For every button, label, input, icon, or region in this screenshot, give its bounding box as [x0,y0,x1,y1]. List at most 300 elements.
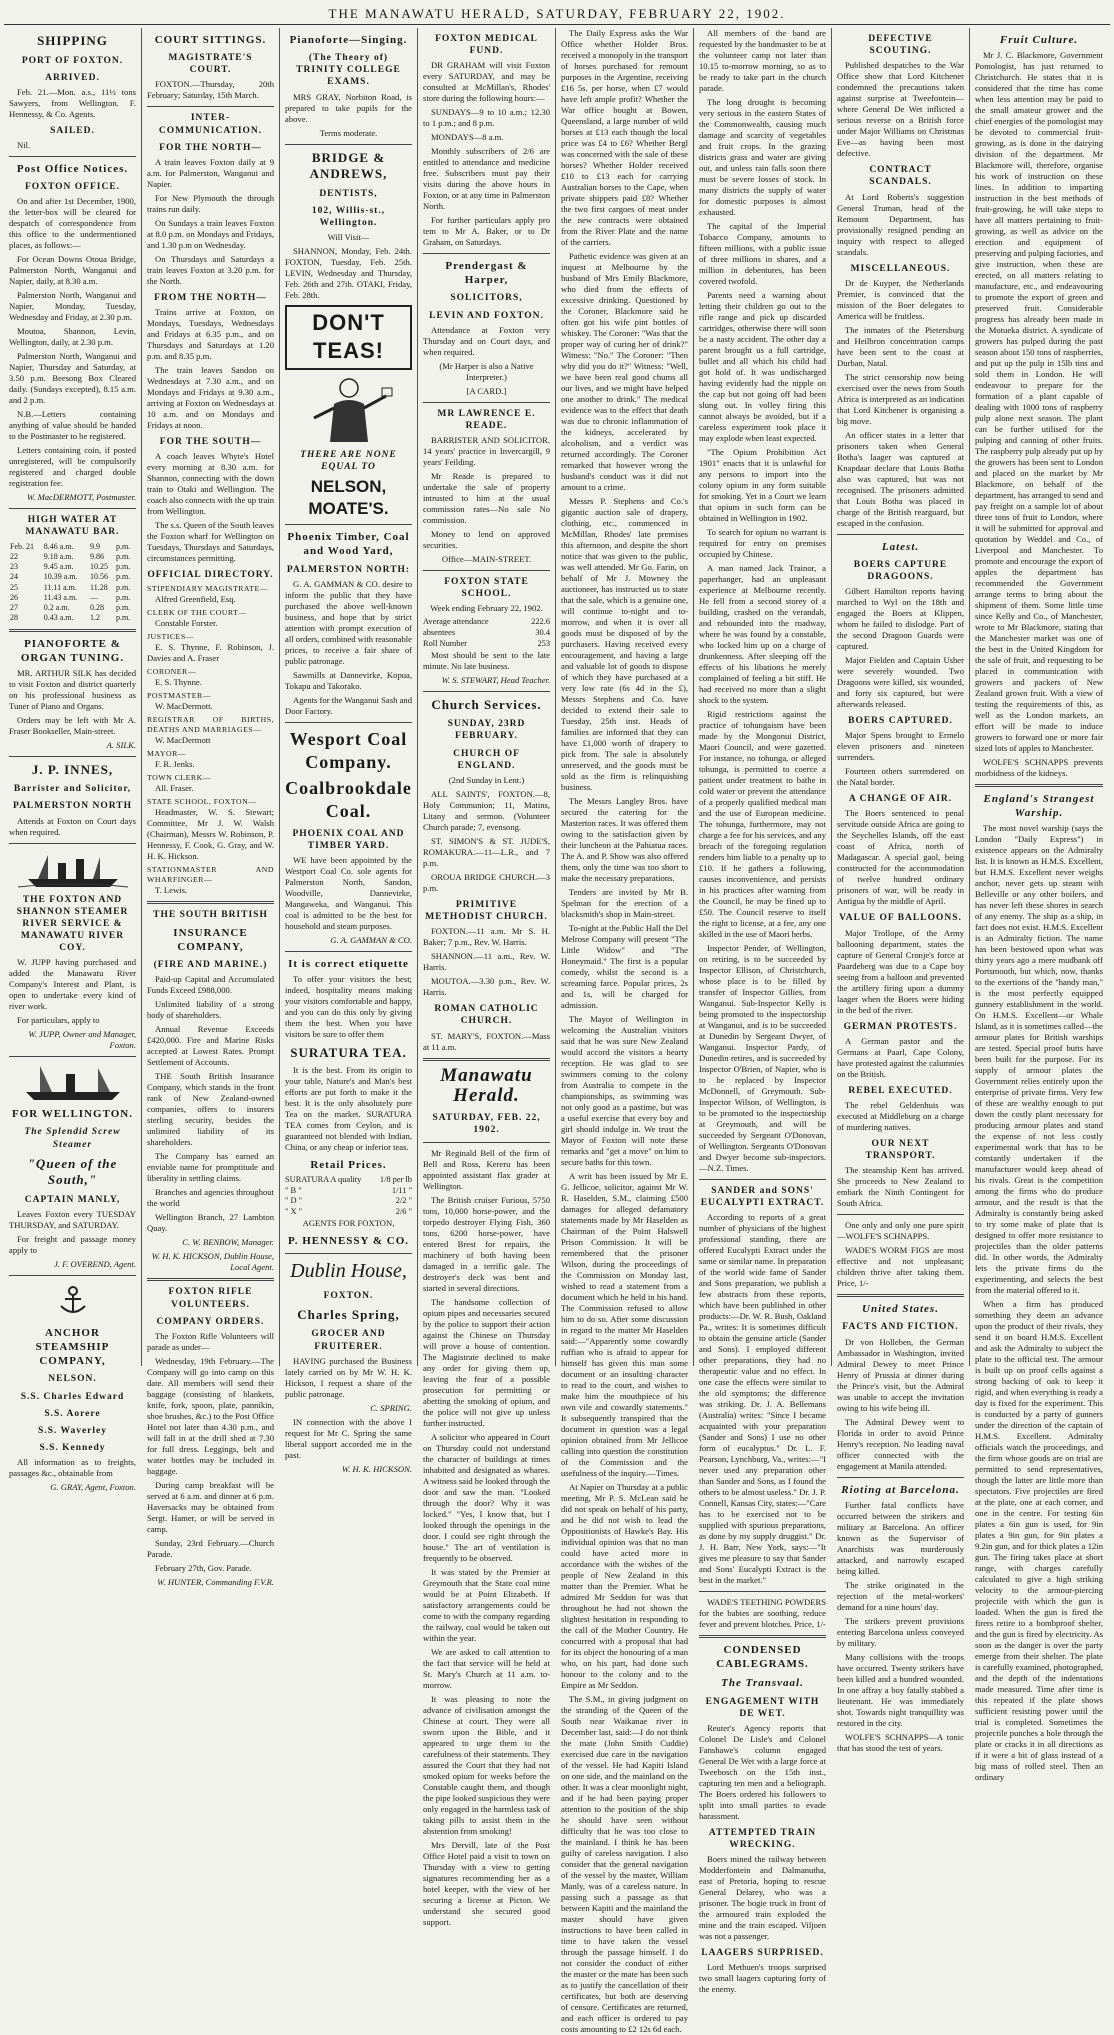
tide-row [9,552,136,562]
charles-spring-signature-2: W. H. K. HICKSON. [341,1463,412,1474]
strangest-warship-heading: England's Strangest Warship. [983,793,1095,820]
tide-cell: 10.39 a.m. [43,572,78,582]
piano-tuning-heading: PIANOFORTE & ORGAN TUNING. [20,637,125,664]
news-item: Mr Reginald Bell of the firm of Bell and Ross, Kereru has been appointed assistant flax grader at Wellington. [423,1147,550,1191]
sbi-sub: (FIRE AND MARINE.) [153,960,268,971]
transport-heading: OUR NEXT TRANSPORT. [865,1138,936,1162]
official-directory-heading: OFFICIAL DIRECTORY. [147,570,274,581]
directory-title: MAYOR— [147,749,187,759]
de-wet-text: Reuter's Agency reports that Colonel De Lisle's and Colonel Fanshawe's column engaged General De Wet with a large force at Tweebosch on the 15th inst., capturing ten men and a heliograph. The Boers ordered his followers to split into small parties to evade harassment. [699,1722,826,1821]
directory-value: T. Lewis. [155,884,188,895]
tide-cell: — [90,592,99,602]
news-item: The capital of the Imperial Tobacco Company, amounts to fifteen millions, with a public issue of three millions in shares, and a million in debentures, has been covered twofold. [699,221,826,286]
balloons-heading: VALUE OF BALLOONS. [839,913,962,924]
news-item: Pathetic evidence was given at an inquest at Melbourne by the husband of Mrs Emily Blackmore, who died from the effects of excessive drinking. Questioned by the Coroner, Blackmore said he often got his wife pint bottles of whiskey. The Coroner: "Was that the proper way of curing her of drink?" Witness: "No." The Coroner: "Then why did you do it?" Witness: "Well, we have been real good chums all our lives, and we might have helped one another to drink." The medical evidence was to the effect that death was due to chronic inflammation of the kidneys, accelerated by alcoholism, and a verdict was returned accordingly. The Coroner remarked that however wrong the husband's conduct was it did not amount to a crime. [561,251,688,492]
reade-text-3: Money to lend on approved securities. [423,529,550,551]
retail-row [285,1186,412,1197]
methodist-text: FOXTON.—11 a.m. Mr S. H. Baker; 7 p.m., Rev. W. Harris. [423,926,550,948]
facts-text: Dr von Holleben, the German Ambassador in Washington, invited Admiral Dewey to meet Prince Henry of Prussia at dinner during the Prince's visit, but the Admiral was unable to accept the invitation owing to his wife being ill. [837,1336,964,1413]
methodist-text-3: MOUTOA.—3.30 p.m., Rev. W. Harris. [423,976,550,998]
tide-row [9,562,136,572]
directory-title: TOWN CLERK— [147,773,212,783]
po-text-7: Letters containing coin, if posted unregistered, will be compulsorily registered and charged double registration fee. [9,445,136,489]
piano-tuning-text: MR. ARTHUR SILK has decided to visit Foxton and district quarterly on his professional business as Tuner of Piano and Organs. [9,667,136,711]
from-north-text-2: The train leaves Sandon on Wednesdays at 7.30 a.m., and on Mondays and Fridays at 9.30 a.m., arriving at Foxton on Wednesdays at 10 a.m. and on Mondays and Fridays at noon. [147,365,274,431]
anchor-text: All information as to freights, passages &c., obtainable from [9,1457,136,1479]
scouting-text: Published despatches to the War Office show that Lord Kitchener condemned the precautions taken against surprise at Tweefontein—where General De Wet inflicted a serious reverse on a British force under Major Williams on Christmas Eve—as having been most defective. [837,60,964,159]
facts-text-2: The Admiral Dewey went to Florida in order to avoid Prince Henry's reception. No leading naval officer connected with the engagement at Manila attended. [837,1416,964,1471]
retail-row [285,1196,412,1207]
tide-cell: Feb. 21 [10,541,34,551]
river-service-signature: W. JUPP, Owner and Manager, Foxton. [28,1029,136,1051]
dublin-house-place: FOXTON. [323,1290,374,1301]
piano-singing-sub: (The Theory of) TRINITY COLLEGE EXAMS. [296,53,401,88]
school-stat-row [423,617,550,628]
balloons-text: Major Trollope, of the Army ballooning department, states the capture of General Cronje's force at Paardeberg was due to a Cape boy seeing from a balloon and prevented the artillery firing upon a dummy laager when the Boers were hiding in the bed of the river. [837,927,964,1015]
boers-captured-text: Major Spens brought to Ermelo eleven prisoners and nineteen surrenders. [837,730,964,763]
reade-heading: MR LAWRENCE E. READE. [437,408,536,431]
wellington-heading: FOR WELLINGTON. [12,1108,133,1121]
anchor-heading: ANCHOR STEAMSHIP COMPANY, [35,1327,110,1368]
tide-cell: p.m. [115,613,131,623]
retail-row [285,1207,412,1218]
laagers-text: Lord Methuen's troops surprised two small laagers capturing forty of the enemy. [699,1962,826,1995]
retail-price: 2/6 " [395,1207,412,1217]
south-text-1: A coach leaves Whyte's Hotel every morning at 8.30 a.m. for Shannon, connecting with the down train to Otaki and Wellington. The coach also connects with the up train from Wellington. [147,451,274,517]
phoenix-heading: Phoenix Timber, Coal and Wood Yard, [287,531,410,558]
misc-text-1: Dr de Kuyper, the Netherlands Premier, is convinced that the mission of the Boer delegates to America will be fruitless. [837,277,964,321]
nelson-moate-brand: NELSON, MOATE'S. [308,476,389,518]
tide-cell: 0.2 a.m. [43,603,70,613]
school-stat-value: 253 [537,638,550,648]
retail-row [285,1175,412,1186]
united-states-heading: United States. [862,1303,939,1316]
tide-row [9,613,136,623]
misc-text-4: An officer states in a letter that prisoners taken when General Botha's laager was captured at Knapdaar declare that Louis Botha also was captured, but was not recognised. The prisoners admitted that Louis Botha was placed in charge of the British rearguard, but escaped in the confusion. [837,429,964,528]
scouting-heading: DEFECTIVE SCOUTING. [868,34,933,57]
arrived-heading: ARRIVED. [45,72,100,83]
tide-cell: 27 [10,603,18,613]
anchor-icon [18,1281,128,1321]
medical-fund-text-4: Monthly subscribers of 2/6 are entitled to attendance and medicine free. Subscribers must pay their visits during the above hours in Foxton, or at any time in Palmerston North. [423,146,550,212]
school-stat-label: Average attendance [423,617,489,627]
teas-sub: THERE ARE NONE EQUAL TO [300,449,397,472]
directory-title: CORONER— [147,667,197,677]
directory-value: W. MacDermott. [155,701,213,712]
po-signature: W. MacDERMOTT, Postmaster. [26,492,136,503]
state-school-week: Week ending February 22, 1902. [430,603,543,614]
sander-heading: SANDER and SONS' EUCALYPTI EXTRACT. [700,1186,825,1209]
directory-title: STATIONMASTER AND WHARFINGER— [147,865,274,884]
rifle-sub: COMPANY ORDERS. [156,1316,265,1327]
dragoons-heading: BOERS CAPTURE DRAGOONS. [853,559,948,583]
state-school-stats [423,617,550,649]
news-item: A solicitor who appeared in Court on Thursday could not understand the character of buildings at times inhabited and designated as whares. A witness said he looked through the door and saw the man. "Looked through the door? Why it was locked." "Yes, I know that, but I looked through the openings in the door. I could see right through the house." The art of ventilation is frequently to be observed. [423,1431,550,1563]
de-wet-heading: ENGAGEMENT WITH DE WET. [705,1696,820,1719]
church-text-3: OROUA BRIDGE CHURCH.—3 p.m. [423,871,550,893]
medical-fund-text-3: MONDAYS—8 a.m. [431,132,504,143]
directory-value: Alfred Greenfield, Esq. [155,594,236,605]
state-school-text: Most should be sent to the late minute. No late business. [423,649,550,671]
divider [9,1056,136,1057]
news-item: The British cruiser Furious, 5750 tons, 10,000 horse-power, and the torpedo destroyer Flying Fish, 360 tons, 6200 horse-power, have entered Brest for repairs, the machinery of both having been damaged in a terrific gale. The destroyer's deck was bent and started in several directions. [423,1194,550,1293]
tide-cell: 28 [10,613,18,623]
riot-text-3: The strikers prevent provisions entering Barcelona unless conveyed by military. [837,1615,964,1648]
sbi-signature-1: C. W. BENBOW, Manager. [182,1237,274,1248]
misc-text-2: The inmates of the Pietersburg and Heilbron concentration camps have been sent to the coast at Durban, Natal. [837,324,964,368]
church-services-heading: Church Services. [431,696,542,712]
man-with-cup-illustration [294,374,404,444]
piano-tuning-text-2: Orders may be left with Mr A. Fraser Bookseller, Main-street. [9,714,136,736]
sbi-text-7: Wellington Branch, 27 Lambton Quay. [147,1212,274,1234]
tide-cell: 9.18 a.m. [43,551,74,561]
divider [9,156,136,157]
column-7 [832,28,970,1753]
post-office-sub: FOXTON OFFICE. [24,182,121,193]
coal-signature: G. A. GAMMAN & CO. [330,935,412,946]
anchor-ship-2: S.S. Aorere [44,1408,101,1419]
tide-row [9,593,136,603]
river-service-text: W. JUPP having purchased and added the Manawatu River Company's Interest and Plant, is open to undertake every kind of river work. [9,957,136,1012]
condensed-cablegrams-heading: CONDENSED CABLEGRAMS. [716,1644,809,1671]
medical-fund-text-5: For further particulars apply pro tem to Mr A. Baker, or to Dr Graham, on Saturdays. [423,215,550,248]
directory-value: E. S. Thynne. [155,677,202,688]
news-item: A writ has been issued by Mr E. G. Jellicoe, solicitor, against Mr W. R. Haselden, S.M., claiming £500 damages for alleged defamatory statements made by Mr Haselden as Chairman of the Point Halswell Prison Commission. It will be remembered that the prisoner Wilson, during the proceedings of the Commission on Monday last, wished to read a statement from a document which he held in his hand. The Commission refused to allow him to do so. After some discussion in regard to the matter Mr Haselden said:—"Apparently some cowardly ruffian who is afraid to appear for himself has given this man some document or an insulting character to read to the court, and wishes to make him the mouthpiece of his own vile and cowardly statements." It subsequently transpired that the document in question was a legal opinion obtained from Mr Jellicoe calling into question the constitution of the Commission and the usefulness of the inquiry.—Times. [561,1171,688,1478]
river-service-text-2: For particulars, apply to [17,1015,100,1026]
tide-cell: 0.28 [90,603,105,613]
news-item: The Messrs Langley Bros. have secured the catering for the Masterton races. It was offered them owing to the satisfaction given by their luncheon at the Pahiatua races. The A. and P. Show was also offered them, only the time was too short to make the necessary preparations. [561,796,688,883]
miscellaneous-heading: MISCELLANEOUS. [850,263,951,274]
laagers-heading: LAAGERS SURPRISED. [701,1948,824,1959]
divider [285,524,412,525]
church-england-sub: (2nd Sunday in Lent.) [448,774,525,785]
divider [423,570,550,571]
tide-cell: p.m. [115,603,131,613]
paper-date: SATURDAY, FEB. 22, 1902. [432,1113,541,1136]
wellington-sub: The Splendid Screw Steamer [24,1127,121,1150]
divider [699,1179,826,1180]
for-south-heading: FOR THE SOUTH— [159,437,262,448]
directory-title: POSTMASTER— [147,691,211,701]
tide-cell: 11.28 [90,582,108,592]
wades-teething-ad: WADE'S TEETHING POWDERS for the babies are soothing, reduce fever and prevent blotches. Price, 1/- [699,1597,826,1630]
directory-title: STIPENDIARY MAGISTRATE— [147,584,269,594]
column-2 [142,28,280,1587]
tide-row [9,572,136,582]
po-text-3: Palmerston North, Wanganui and Napier, Monday, Tuesday, Wednesday and Friday, at 2.30 p.m. [9,290,136,323]
tide-cell: p.m. [115,551,131,561]
transport-text: The steamship Kent has arrived. She proceeds to New Zealand to embark the Ninth Contingent for South Africa. [837,1165,964,1209]
fruit-culture-heading: Fruit Culture. [999,34,1079,46]
medical-fund-text-1: DR GRAHAM will visit Foxton every SATURDAY, and may be consulted at McMillan's, Rhodes' store during the following hours:— [423,60,550,104]
divider [837,1477,964,1478]
sbi-heading: THE SOUTH BRITISH [153,909,268,920]
news-item: The Mayor of Wellington in welcoming the Australian visitors said that he was sure New Zealand would accord the visitors a hearty reception. He was glad to see swimmers coming to the colony from Australia to compete in the championships, as swimming was not only good as a pastime, but was a useful exercise that every boy and girl should indulge in. We trust the Mayor of Foxton will note these remarks and "get a move" on him to secure baths for this town. [561,1014,688,1167]
directory-value: All. Fraser. [155,783,194,794]
news-item: At Napier on Thursday at a public meeting, Mr P. S. McLean said he did not speak on behalf of his party, and he did not wish to lead the Oppositionists of Hawke's Bay. His individual opinion was that no man could have acted more in accordance with the wishes of the people of New Zealand in this matter than the Premier. What he admired Mr Seddon for was that throughout he had not shown the slightest hesitation in responding to the call of the Mother Country. He concurred with a proposal that had for its object the honouring of a man who, on his part, had done such honour to the colony and to the Empire as Mr Seddon. [561,1482,688,1690]
divider [9,629,136,632]
tide-cell: p.m. [115,541,131,551]
bridge-andrews-heading: BRIDGE & ANDREWS, [309,149,388,182]
sbi-text-1: Paid-up Capital and Accumulated Funds Exceed £988,000. [147,974,274,996]
tide-cell: 9.9 [90,541,101,551]
wellington-ship: "Queen of the South," [27,1155,118,1188]
divider [423,253,550,254]
north-text-1: A train leaves Foxton daily at 9 a.m. for Palmerston, Wanganui and Napier. [147,156,274,189]
phoenix-text-2: Sawmills at Dannevirke, Kopua, Tokapu and Takorako. [285,669,412,691]
official-directory [147,584,274,896]
divider [9,508,136,509]
shipping-heading: SHIPPING [37,33,108,48]
reade-text: BARRISTER AND SOLICITOR. 14 years' practice in Invercargill, 9 years' Feilding. [423,435,550,468]
court-heading: COURT SITTINGS. [154,34,267,46]
north-text-2: For New Plymouth the through trains run daily. [147,192,274,214]
school-stat-value: 222.6 [531,617,550,627]
boers-captured-heading: BOERS CAPTURED. [848,716,953,727]
column-1 [4,28,142,1493]
tide-cell: p.m. [115,572,131,582]
prendergast-heading: Prendergast & Harper, [445,260,528,287]
retail-price: 1/11 " [391,1185,412,1195]
news-item: The handsome collection of opium pipes and necessaries secured by the police to support their action against the Chinese on Thursday will prove a house of contention. The Magistrate declined to make any order for giving them up, leaving the fear of a possible prosecution for permitting or abetting the smoking of opium, and the police will not give up unless further instructed. [423,1296,550,1428]
news-item: Messrs P. Stephens and Co.'s gigantic auction sale of drapery, clothing, etc., commenced in McMillan, Rhodes' late premises this afternoon, and despite the short notice that was given to the public, was well attended. Mr Go. Farin, on behalf of Mr J. Mowney the auctioneer, has instructed us to state that the sale, which is a genuine one, will continue to-night and to-morrow, and when it is over all goods must be disposed of by the purchasers. Having received every encouragement, and having a large and valuable lot of goods to dispose of which they have purchased at a very low rate (6s 4d in the £), Messrs Stephens and Co. have decided to extend their sale to Tuesday, 25th inst. Heads of families are informed that they can have £1,000 worth of drapery to pick from. The sale is absolutely unreserved, and the goods must be sold as the firm is relinquishing business. [561,496,688,792]
sailed-text: Nil. [17,140,31,151]
divider [9,843,136,844]
phoenix-text: G. A. GAMMAN & CO. desire to inform the public that they have purchased the above well-known business, and hope that by strict attention with prompt execution of all orders, combined with reasonable prices, to receive a fair share of public patronage. [285,578,412,666]
bridge-andrews-address: 102, Willis-st., Wellington. [311,205,386,229]
warship-text-1: The most novel warship (says the London "Daily Express") in existence appears on the Admiralty list. It is known as H.M.S. Excellent, but H.M.S. Excellent never weighs anchor, never gets up steam with Belleville or any other boilers, and has never left these shores in search of any enemy. The ship as a ship, in fact does not exist. H.M.S. Excellent is an Admiralty fiction. The name has been bestowed upon what was thirty years ago a mere mudbank off Portsmouth, but which, now, thanks to the exertions of the "handy man," is the most perfectly equipped gunnery establishment in the world. On H.M.S. Excellent—or Whale Island, as it is sometimes called—the armour plates for British warships are tested. Special proof butts have been built for the purpose. For its supply of armour plates the Government relies entirely upon the enterprise of private firms. Very few of these are wealthy enough to put down the costly plant necessary for producing armour plates and stand the expense of not less costly experimental work that has to be constantly undertaken if the manufacturer would keep ahead of his rivals. Great is the competition among the firms who do produce armour, and the result is that the Admiralty is constantly being asked to try some make of plate that is designed to offer more resistance to projectiles than the older patterns did. In other words, the Admiralty lets the private firms do the experimenting, and selects the best from the material offered to it. [975,823,1103,1296]
news-item: Rigid restrictions against the practice of tohungaism have been made by the Mongonui District, Maori Council, and were gazetted. For instance, no tohunga, or alleged tohunga, is permitted to coerce a patient under treatment to bathe in cold water or prevent the attendance of a properly qualified medical man and the use of European medicine. The tohunga, furthermore, may not charge a fee for his services, and any breach of the foregoing regulation renders him liable to a penalty up to £10. If he gathers a following, causes inconvenience, and persists in his practices after warning from the Council, he may be fined up to £50. The Council reserve to itself the right to license, at a fee, any one skilled in the use of Maori herbs. [699,709,826,939]
sbi-text-3: Annual Revenue Exceeds £420,000. Fire and Marine Risks accepted at Lowest Rates. Prompt Settlement of Accounts. [147,1024,274,1068]
dublin-house-heading: Dublin House, [290,1260,407,1282]
wellington-captain: CAPTAIN MANLY, [24,1195,121,1206]
state-school-signature: W. S. STEWART, Head Teacher. [441,674,550,685]
coal-sub: PHOENIX COAL AND TIMBER YARD. [292,828,405,851]
tide-cell: 11.11 a.m. [43,582,77,592]
tide-cell: p.m. [115,582,131,592]
directory-value: F. R. Jenks. [155,759,195,770]
north-text-3: On Sundays a train leaves Foxton at 8.0 p.m. on Mondays and Fridays, and 1.30 p.m on Wednesday. [147,217,274,250]
school-stat-value: 30.4 [535,628,550,638]
piano-singing-heading: Pianoforte—Singing. [289,34,408,46]
retail-prices-heading: Retail Prices. [310,1158,387,1171]
divider [9,756,136,757]
tide-cell: 23 [10,562,18,572]
retail-price: 2/2 " [395,1196,412,1206]
tide-cell: 10.25 [90,562,109,572]
prendergast-text: Attendance at Foxton very Thursday and on Court days, and when required. [423,324,550,357]
tide-row [9,583,136,593]
rifle-text-2: Wednesday, 19th February.—The Company will go into camp on this date. All members will send their baggage (consisting of blankets, knife, fork, spoon, plate, pannikin, shoe brushes, &c.) to the Post Office Hotel not later than 4.30 p.m., and will fall in at the drill shed at 7.30 for full dress. Leggings, belt and water bottles may be included in baggage. [147,1355,274,1476]
retail-prices [285,1175,412,1218]
prendergast-place: LEVIN AND FOXTON. [429,310,544,321]
news-item: It was stated by the Premier at Greymouth that the State coal mine would be at Point Elizabeth. If satisfactory arrangements could be come to with the company regarding the railway, coal would be taken out within the year. [423,1566,550,1643]
divider [147,106,274,107]
directory-title: STATE SCHOOL, FOXTON— [147,797,257,807]
catholic-text: ST. MARY'S, FOXTON.—Mass at 11 a.m. [423,1030,550,1052]
tide-row [9,603,136,613]
directory-value: Headmaster, W. S. Stewart; Committee, Mr J. W. Walsh (Chairman), Messrs W. Robinson, P. Hennessy, F. Cook, G. Gray, and W. H. K. Hickson. [147,807,274,862]
tide-cell: p.m. [115,592,131,602]
news-item: To search for opium no warrant is required for entry on premises occupied by Chinese. [699,527,826,559]
south-text-2: The s.s. Queen of the South leaves the Foxton wharf for Wellington on Tuesdays, Thursdays and Saturdays, circumstances permitting. [147,520,274,564]
dont-teas-banner: DON'T TEAS! [285,305,412,369]
retail-quality: SURATURA A quality [285,1174,362,1184]
innes-heading: J. P. INNES, [31,761,114,777]
news-item: The Daily Express asks the War Office whether Holder Bros. received a monopoly in the transport of horses purchased for remount purposes in the Argentine, receiving £16 5s. per horse, when £7 would have left ample profit? Whether the War office bought at Bowen, Queensland, a large number of wild horses at £13 each though the local price was £4 to £6? Whether Bergl was concerned with the sale of these horses? Whether Holder received £10 to £13 each for carrying Australian horses to the Cape, when private shippers paid £8? Whether the two first cargoes of meat under the new contracts were obtained from the River Plate and the name of the carriers. [561,28,688,247]
news-item: Parents need a warning about letting their children go out to the rifle range and pick up discarded cartridges, otherwise there will soon be a nasty accident. The other day a parent brought us a full cartridge, bullet and all which his child had got hold of. It was undischarged having evidently had the nipple on the cap but not going off had been slung out. In volley firing this cannot always be avoided, but if a careless experiment took place it may explode when least expected. [699,290,826,443]
rebel-text: The rebel Geldenhuis was executed at Middleburg on a charge of murdering natives. [837,1099,964,1132]
column-3 [280,28,418,1474]
divider [285,951,412,952]
po-text-6: N.B.—Letters containing anything of value should be handed to the Postmaster to be registered. [9,409,136,442]
column-8 [970,28,1108,1783]
divider [837,1214,964,1215]
anchor-signature: G. GRAY, Agent, Foxton. [50,1482,136,1493]
po-text-4: Moutoa, Shannon, Levin, Wellington, daily, at 2.30 p.m. [9,326,136,348]
suratura-heading: SURATURA TEA. [290,1045,407,1061]
church-text-1: ALL SAINTS', FOXTON.—8, Holy Communion; 11, Matins, Litany and sermon. (Volunteer Church parade; 7, evensong. [423,788,550,832]
news-item: We are asked to call attention to the fact that service will be held at St. Mary's Church at 11 a.m. to-morrow. [423,1646,550,1690]
tide-cell: 24 [10,572,18,582]
agents-text: AGENTS FOR FOXTON, [302,1217,395,1228]
charles-spring-heading: Charles Spring, [297,1306,400,1322]
catholic-heading: ROMAN CATHOLIC CHURCH. [434,1004,539,1027]
anchor-ship-1: S.S. Charles Edward [20,1391,125,1402]
news-item: A man named Jack Trainor, a paperhanger, had an unpleasant experience at Melbourne recently. He fell from a second storey of a building, crashed on the verandah, and rebounded into the roadway, where he was found by a constable, who locked him up on a charge of drunkenness. After sleeping off the effects of his libations he merely complained of feeling a bit stiff. He had received no more than a slight shock to the system. [699,563,826,705]
anchor-ship-4: S.S. Kennedy [39,1443,106,1454]
prendergast-sub: SOLICITORS, [450,293,523,304]
sbi-text-2: Unlimited liability of a strong body of shareholders. [147,999,274,1021]
divider [285,722,412,723]
po-text-1: On and after 1st December, 1900, the letter-box will be cleared for despatch of correspondence from this office to the undermentioned places, as follows:— [9,196,136,251]
columns [4,28,1110,2034]
retail-quality: " D " [285,1196,303,1206]
misc-text-3: The strict censorship now being exercised over the news from South Africa is interpreted as an indication that Lord Kitchener is organising a big move. [837,371,964,426]
wellington-text-2: For freight and passage money apply to [9,1234,136,1256]
charles-spring-sub: GROCER AND FRUITERER. [311,1329,386,1352]
inter-communication-heading: INTER-COMMUNICATION. [158,113,263,136]
news-item: All members of the band are requested by the bandmaster to be at the volunteer camp not later than 10.15 to-morrow morning, so as to be ready to take part in the church parade. [699,28,826,93]
fruit-culture-text: Mr J. C. Blackmore, Government Pomologist, has just returned to Christchurch. He states that it is considered that the time has come when less attention may be paid to the small amateur grower and the chief energies of the pomologist may be devoted to commercial fruit-growing, as is done in the dairying division of the department. Mr Blackmore will, therefore, organise his work of instruction on these lines. In addition to imparting instruction in the best methods of fruit-growing, he will take steps to have all matters pertaining to fruit-growing, as well as advice on the erection and equipment of preserving and pulping factories, and give instruction, when these are erected, on all matters relating to manufacture, etc., and endeavouring to promote the export of green and preserved fruit. Considerable progress has already been made in the Motueka district. A syndicate of growers has pulped during the past season about 150 tons of raspberries, and put up the pulp in 15lb tins and sold them in London. He will endeavour to prepare for the formation of a plant capable of dealing with 1000 tons of raspberry pulp alone next season. The plant can be further utilised for the pulping and canning of other fruits. The raspberry pulp already put up by the growers has been sent to London and placed on the market by Mr Blackmore, on behalf of the department, has arranged to send and pay freight on a sample lot of about three tons of fruit to London, where it will be submitted for approval and quotation by Weddel and Co., of Liverpool and Manchester. To promote and encourage the export of apples the department has recommended the Government arrange terms to bring about the shipment of them. Some little time since Kelly and Co., of Manchester, wrote to Mr Blackmore, stating that the Manchester market was one of the best in the United Kingdom for the sale of fruit, and requesting to be placed in communication with growers and packers of New Zealand grown fruit. With a view of testing the requirements of this, as well as the London markets, an effort will be made to induce growers to forward one or more fair sized lots of apples to Manchester. [975,50,1103,754]
column-6 [694,28,832,1995]
charles-spring-text-2: IN connection with the above I request for Mr C. Spring the same liberal support accorded me in the past. [285,1416,412,1460]
phoenix-place: PALMERSTON NORTH: [286,564,411,575]
medical-fund-heading: FOXTON MEDICAL FUND. [435,34,538,57]
facts-fiction-heading: FACTS AND FICTION. [842,1322,959,1333]
bridge-andrews-sub: DENTISTS, [319,188,378,199]
sbi-text-4: THE South British Insurance Company, which stands in the front rank of New Zealand-owned companies, offers to insurers sterling security, besides the unlimited liability of its shareholders. [147,1071,274,1148]
bridge-andrews-visit: Will Visit— [327,232,370,243]
schnapps-ad-2: WOLFE'S SCHNAPPS—A tonic that has stood the test of years. [837,1731,964,1753]
tide-cell: 11.43 a.m. [43,592,78,602]
directory-title: REGISTRAR OF BIRTHS, DEATHS AND MARRIAGES— [147,715,274,735]
transvaal-heading: The Transvaal. [721,1677,804,1690]
sbi-text-5: The Company has earned an enviable name for promptitude and liberality in settling claims. [147,1151,274,1184]
tide-table [9,542,136,624]
innes-text: Attends at Foxton on Court days when required. [9,815,136,837]
masthead: THE MANAWATU HERALD, SATURDAY, FEBRUARY 22, 1902. [328,6,786,21]
prendergast-text-2: (Mr Harper is also a Native Interpreter.) [439,360,534,382]
sbi-heading-2: INSURANCE COMPANY, [173,927,248,954]
divider [699,1591,826,1592]
court-text: FOXTON.—Thursday, 20th February; Saturday, 15th March. [147,79,274,101]
innes-place: PALMERSTON NORTH [12,801,133,812]
tide-cell: 8.46 a.m. [43,541,74,551]
school-stat-label: absentees [423,628,456,638]
anchor-sub: NELSON. [48,1374,97,1385]
divider [837,534,964,535]
german-protests-heading: GERMAN PROTESTS. [843,1021,958,1032]
rifle-text-5: February 27th, Gov. Parade. [155,1562,252,1573]
divider [423,402,550,403]
piano-singing-text: MRS GRAY, Norbiton Road, is prepared to take pupils for the above. [285,91,412,124]
change-air-heading: A CHANGE OF AIR. [848,794,953,805]
rifle-text-4: Sunday, 23rd February.—Church Parade. [147,1537,274,1559]
reade-text-2: Mr Reade is prepared to undertake the sale of property intrusted to him at the usual commission rates—No sale No commission. [423,471,550,526]
retail-price: 1/8 per lb [379,1174,412,1184]
innes-sub: Barrister and Solicitor, [13,784,132,795]
change-air-text: The Boers sentenced to penal servitude outside Africa are going to the Seychelles Islands, off the east coast of Africa, north of Madagascar. A special gaol, being constructed for the accommodation of twelve hundred ordinary prisoners of war, will be ready in Antigua by the middle of April. [837,808,964,907]
rebel-heading: REBEL EXECUTED. [848,1085,953,1096]
rioting-heading: Rioting at Barcelona. [841,1483,960,1496]
school-stat-row [423,628,550,639]
divider [147,1278,274,1281]
wades-worm-ad: WADE'S WORM FIGS are most effective and not unpleasant; children thrive after taking them. Price, 1/- [837,1245,964,1289]
latest-heading: Latest. [881,540,920,553]
po-text-5: Palmerston North, Wanganui and Napier, Thursday and Saturday, at 3.50 p.m. Beesong Box Cleared daily. (Sundays excepted), 8.15 a.m. and 2 p.m. [9,351,136,406]
masthead-rule [4,24,1110,25]
church-england-heading: CHURCH OF ENGLAND. [453,748,520,771]
wellington-signature: J. F. OVEREND, Agent. [53,1259,136,1270]
phoenix-text-3: Agents for the Wanganui Sash and Door Factory. [285,694,412,716]
tide-cell: 0.43 a.m. [43,613,74,623]
agents-name: P. HENNESSY & CO. [287,1234,409,1247]
directory-value: Constable Forster. [155,618,218,629]
school-stat-row [423,639,550,650]
rifle-heading: FOXTON RIFLE VOLUNTEERS. [168,1287,253,1310]
coalbrookdale-heading: Coalbrookdale Coal. [285,777,412,821]
directory-value: E. S. Thynne, F. Robinson, J. Davies and A. Fraser [147,642,274,664]
divider [699,1635,826,1638]
tide-cell: 26 [10,592,18,602]
tide-row [9,542,136,552]
divider [285,1253,412,1254]
divider [9,1275,136,1276]
methodist-text-2: SHANNON.—11 a.m., Rev. W. Harris. [423,951,550,973]
tide-heading: HIGH WATER AT MANAWATU BAR. [25,515,120,538]
schnapps-ad: One only and only one pure spirit—WOLFE'S SCHNAPPS. [837,1220,964,1242]
news-item: "The Opium Prohibition Act 1901" enacts that it is unlawful for any persons to import into the colony opium in any form suitable for smoking. Yet in a Court we learn that opium in such form can be obtained in Wellington in 1902. [699,447,826,523]
divider [837,1294,964,1297]
piano-tuning-signature: A. SILK. [106,739,136,750]
sbi-signature-2: W. H. K. HICKSON, Dublin House, Local Agent. [151,1251,274,1273]
tide-cell: 10.56 [90,572,109,582]
train-wrecking-heading: ATTEMPTED TRAIN WRECKING. [708,1827,817,1851]
tide-cell: 1.2 [90,613,101,623]
from-north-heading: FROM THE NORTH— [154,292,267,303]
divider [285,144,412,145]
medical-fund-text-2: SUNDAYS—9 to 10 a.m.; 12.30 to 1 p.m.; and 8 p.m. [423,107,550,129]
po-text-2: For Ocean Downs Otoua Bridge, Palmerston North, Wanganui and Napier, daily, at 8.30 a.m. [9,254,136,287]
etiquette-text: To offer your visitors the best; indeed, hospitality means making your visitors comfortable and happy, and you can do this only by giving them the best. When you have visitors be sure to offer them [285,974,412,1040]
riot-text-2: The strike originated in the rejection of the metal-workers' demand for a nine hours' day. [837,1579,964,1612]
divider [147,901,274,904]
school-stat-label: Roll Number [423,638,467,648]
news-item: It was pleasing to note the advance of civilisation amongst the Chinese at court. They were all sworn upon the Bible, and it appeared to urge them to the carefulness of their statements. They assured the Court that they had not smoked opium for weeks before the Constable caught them, and though the pipe looked suspicious they were only engaged in the harmless task of taking pills to assist them in the abstention from smoking! [423,1693,550,1836]
wellington-text: Leaves Foxton every TUESDAY THURSDAY, and SATURDAY. [9,1209,136,1231]
retail-quality: " X " [285,1207,303,1217]
